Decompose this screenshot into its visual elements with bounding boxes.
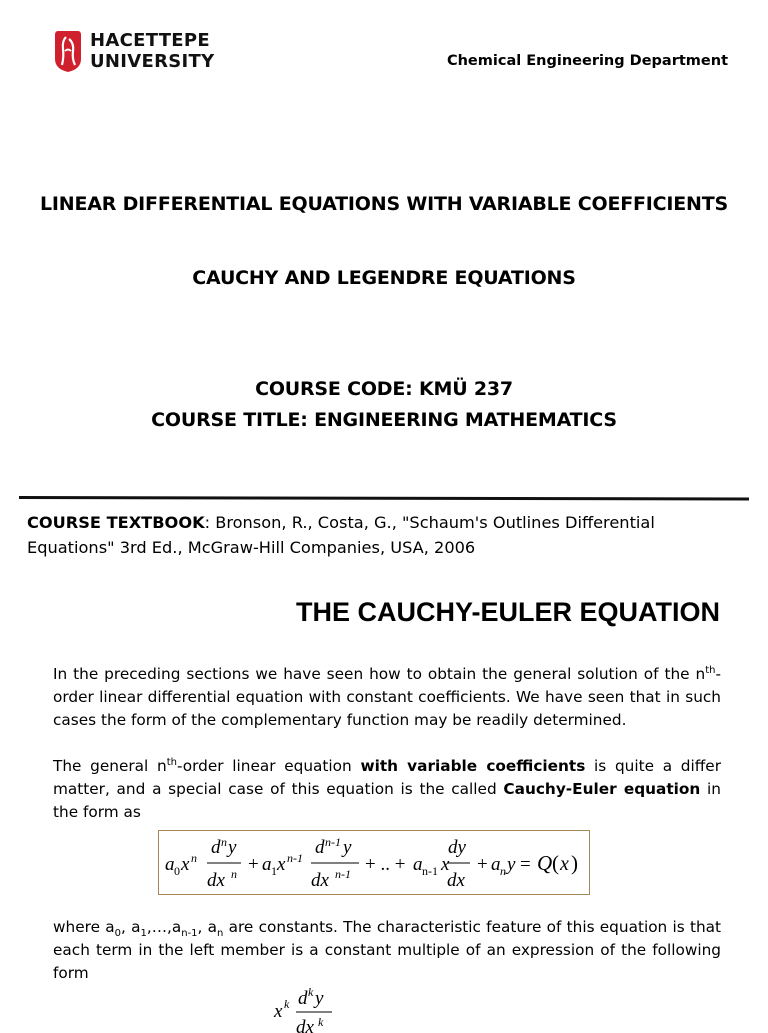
- paragraph-2: The general $n^{th}$-order linear equation with variable coefficients is quite a differ matter, and a special case of this equation is the called Cauchy-Euler equation in the form as: [53, 756, 722, 821]
- svg-text:x: x: [277, 854, 286, 875]
- svg-text:1: 1: [271, 864, 277, 878]
- textbook-label: COURSE TEXTBOOK: [27, 513, 205, 532]
- svg-text:a: a: [491, 854, 501, 875]
- svg-text:a: a: [413, 854, 423, 875]
- department-name: Chemical Engineering Department: [446, 53, 728, 69]
- svg-text:x: x: [181, 854, 190, 875]
- svg-text:dx: dx: [296, 1017, 314, 1033]
- svg-text:+ .. +: + .. +: [365, 854, 406, 875]
- svg-text:n-1: n-1: [325, 835, 341, 849]
- svg-text:n: n: [231, 867, 237, 881]
- paragraph-1: In the preceding sections we have seen how to obtain the general solution of the $n^{th}$-order linear differential equation with constant coefficients. We have seen that in such cases the form of the complementary function may be readily determined.: [53, 664, 721, 729]
- svg-text:k: k: [308, 985, 314, 999]
- svg-text:dx: dx: [447, 870, 465, 891]
- subtitle: CAUCHY AND LEGENDRE EQUATIONS: [192, 267, 576, 289]
- svg-text:y: y: [343, 837, 352, 858]
- svg-text:y: y: [507, 854, 516, 875]
- paragraph-3: where $a_0$, $a_1,\dots,a_{n-1}$, $a_n$ are constants. The characteristic feature of this equation is that each term in the left member is a constant multiple of an expression of the following form: [53, 918, 722, 982]
- course-textbook: [27, 510, 737, 560]
- svg-text:n-1: n-1: [287, 851, 303, 865]
- cauchy-euler-equation: [158, 830, 590, 895]
- svg-text:d: d: [211, 837, 221, 858]
- svg-text:Q: Q: [537, 851, 553, 875]
- svg-text:dx: dx: [311, 870, 329, 891]
- svg-text:+: +: [248, 854, 259, 875]
- logo-line-1: HACETTEPE: [90, 30, 210, 51]
- textbook-text: : Bronson, R., Costa, G., "Schaum's Outlines Differential Equations" 3rd Ed., McGraw-Hill Companies, USA, 2006: [27, 513, 655, 557]
- university-logo-icon: [54, 29, 82, 73]
- divider: [19, 496, 749, 501]
- svg-text:(: (: [552, 851, 559, 875]
- svg-text:n: n: [500, 864, 506, 878]
- svg-text:a: a: [262, 854, 272, 875]
- svg-text:d: d: [315, 837, 325, 858]
- svg-text:=: =: [520, 854, 531, 875]
- course-code: COURSE CODE: KMÜ 237: [255, 378, 513, 400]
- svg-text:dy: dy: [448, 837, 466, 858]
- svg-text:d: d: [298, 988, 308, 1009]
- svg-text:n: n: [221, 835, 227, 849]
- svg-text:a: a: [165, 854, 175, 875]
- svg-text:dx: dx: [207, 870, 225, 891]
- course-title: COURSE TITLE: ENGINEERING MATHEMATICS: [151, 409, 617, 431]
- svg-text:x: x: [274, 1001, 283, 1022]
- main-title: LINEAR DIFFERENTIAL EQUATIONS WITH VARIABLE COEFFICIENTS: [40, 193, 728, 215]
- svg-text:x: x: [441, 854, 450, 875]
- logo-line-2: UNIVERSITY: [90, 51, 215, 72]
- svg-text:0: 0: [174, 864, 180, 878]
- svg-text:x: x: [560, 853, 569, 875]
- svg-text:y: y: [315, 988, 324, 1009]
- characteristic-term-expression: [268, 983, 348, 1033]
- svg-text:k: k: [318, 1015, 324, 1029]
- svg-text:+: +: [477, 854, 488, 875]
- svg-text:n-1: n-1: [422, 864, 438, 878]
- svg-text:): ): [571, 851, 578, 875]
- section-title: THE CAUCHY-EULER EQUATION: [295, 597, 720, 627]
- university-name: [90, 30, 214, 72]
- svg-text:k: k: [284, 997, 290, 1011]
- svg-text:n: n: [191, 851, 197, 865]
- svg-text:y: y: [228, 837, 237, 858]
- svg-text:n-1: n-1: [335, 867, 351, 881]
